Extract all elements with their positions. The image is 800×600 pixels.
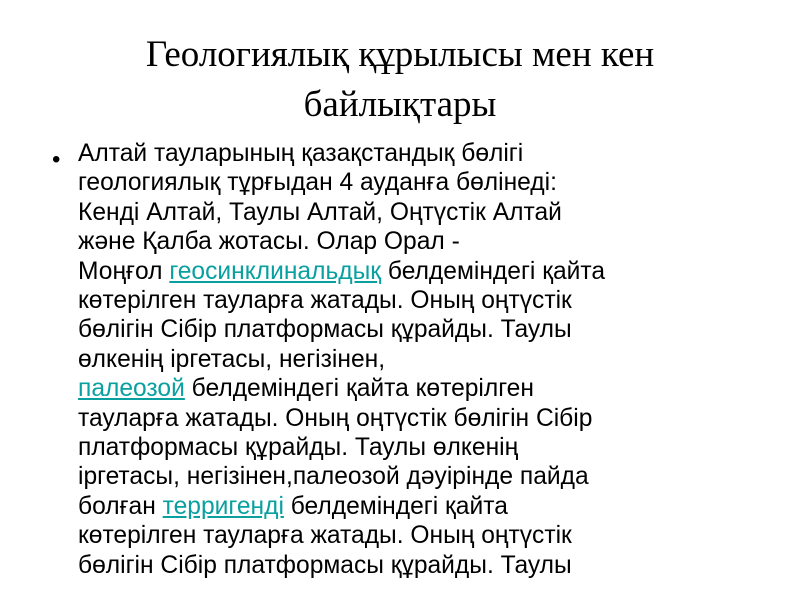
body-text-segment: болған <box>78 492 163 520</box>
link-paleozoic[interactable]: палеозой <box>78 375 185 403</box>
body-line <box>78 492 768 521</box>
body-line: платформасы құрайды. Таулы өлкенің <box>78 434 519 462</box>
body-text-segment: белдеміндегі қайта көтерілген <box>184 375 534 403</box>
title-line-1: Геологиялық құрылысы мен кен <box>145 34 655 75</box>
body-line: бөлігін Сібір платформасы құрайды. Таулы <box>78 551 572 579</box>
body-line: өлкенің іргетасы, негізінен, <box>78 345 386 373</box>
link-geosynclinal[interactable]: геосинклинальдық <box>169 257 382 285</box>
body-line <box>78 257 768 286</box>
bullet-text <box>78 139 768 580</box>
body-line: геологиялық тұрғыдан 4 ауданға бөлінеді: <box>78 169 557 197</box>
link-terrigenous[interactable]: терригенді <box>162 492 284 520</box>
bullet-icon: • <box>52 146 61 173</box>
body-text-segment: белдеміндегі қайта <box>381 257 606 285</box>
body-line: бөлігін Сібір платформасы құрайды. Таулы <box>78 316 572 344</box>
body-line <box>78 374 768 403</box>
body-line: көтерілген тауларға жатады. Оның оңтүстік <box>78 522 572 550</box>
body-line: және Қалба жотасы. Олар Орал - <box>78 228 460 256</box>
body-line: көтерілген тауларға жатады. Оның оңтүстік <box>78 287 572 315</box>
body-line: Кенді Алтай, Таулы Алтай, Оңтүстік Алтай <box>78 198 562 226</box>
body-text-segment: Моңғол <box>78 257 170 285</box>
body-text-segment: белдеміндегі қайта <box>283 492 508 520</box>
body-line: іргетасы, негізінен,палеозой дәуірінде пайда <box>78 463 589 491</box>
slide-title <box>60 30 740 130</box>
title-line-2: байлықтары <box>303 84 497 125</box>
body-line: тауларға жатады. Оның оңтүстік бөлігін Сібір <box>78 404 593 432</box>
body-line: Алтай тауларының қазақстандық бөлігі <box>78 140 524 167</box>
